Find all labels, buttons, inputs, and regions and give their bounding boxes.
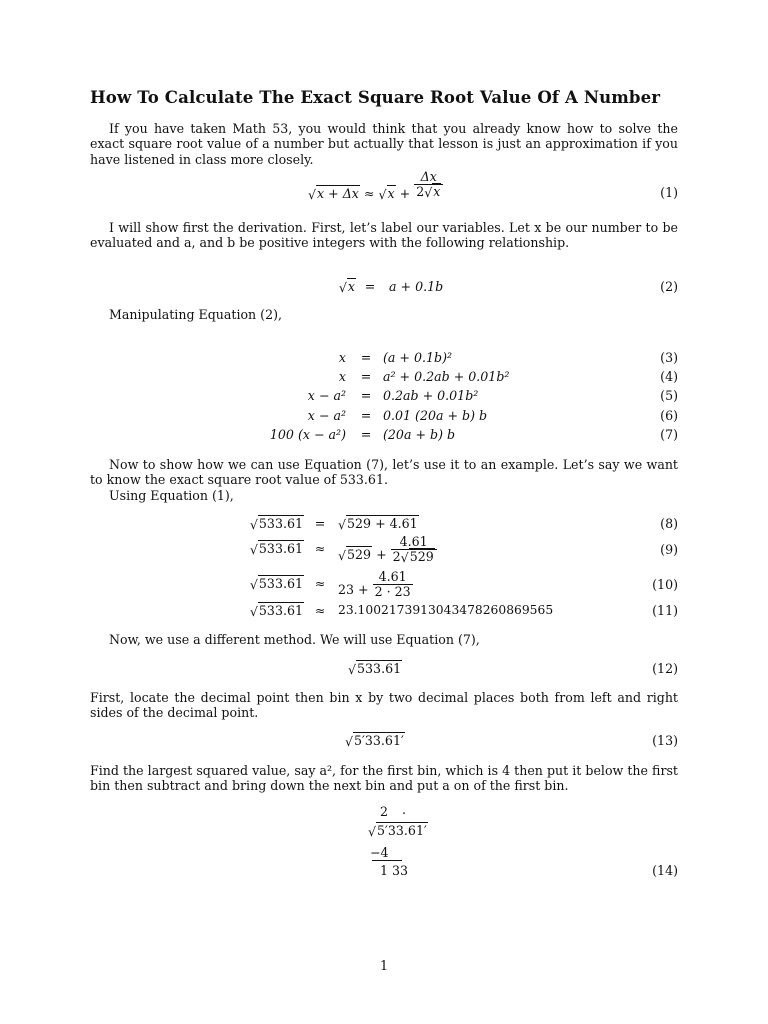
equation-13: √5′33.61′ (13) <box>345 733 678 749</box>
remainder-value: 1 33 <box>380 863 409 878</box>
page-title: How To Calculate The Exact Square Root Value Of A Number <box>90 87 661 107</box>
eq-number: (4) <box>660 369 678 384</box>
equation-12: √533.61 (12) <box>348 661 678 677</box>
equation-9: √533.61 ≈ √529 + $\frac{4.61}{2√529}$ (9) <box>249 534 678 565</box>
eq-number: (11) <box>652 603 678 618</box>
manipulating-text: Manipulating Equation (2), <box>109 307 283 322</box>
intro-paragraph: If you have taken Math 53, you would think that you already know how to solve the exact square root value of a number but actually that lesson is just an approximation if you have listened in class more closely. <box>90 121 678 167</box>
equation-7: 100 (x − a²) = (20a + b) b (7) <box>269 427 678 442</box>
equation-5: x − a² = 0.2ab + 0.01b² (5) <box>307 388 678 403</box>
largest-squared-paragraph: Find the largest squared value, say a², for the first bin, which is 4 then put it below the first bin then subtract and bring down the next bin and put a on of the first bin. <box>90 763 678 794</box>
eq-number: (12) <box>652 661 678 676</box>
locate-decimal-paragraph: First, locate the decimal point then bin x by two decimal places both from left and right sides of the decimal point. <box>90 690 678 721</box>
eq-number: (13) <box>652 733 678 748</box>
eq-number: (10) <box>652 577 678 592</box>
equation-4: x = a² + 0.2ab + 0.01b² (4) <box>338 369 678 384</box>
equation-2: √x = a + 0.1b (2) <box>338 279 678 295</box>
using-eq1-text: Using Equation (1), <box>109 488 234 503</box>
eq-number: (9) <box>660 542 678 557</box>
equation-8: √533.61 = √529 + 4.61 (8) <box>249 516 678 532</box>
equation-6: x − a² = 0.01 (20a + b) b (6) <box>307 408 678 423</box>
subtraction-line <box>372 860 402 861</box>
eq-number: (2) <box>660 279 678 294</box>
eq-number: (14) <box>652 863 678 878</box>
eq-number: (5) <box>660 388 678 403</box>
quotient-decimal-point: . <box>402 802 407 817</box>
different-method-text: Now, we use a different method. We will use Equation (7), <box>109 632 480 647</box>
equation-14: 2 . √5′33.61′ −4 1 33 (14) <box>368 802 678 878</box>
page-number: 1 <box>379 958 388 973</box>
quotient-digit: 2 <box>380 804 389 819</box>
equation-3: x = (a + 0.1b)² (3) <box>338 350 678 365</box>
example-paragraph: Now to show how we can use Equation (7), let’s use it to an example. Let’s say we want to know the exact square root value of 533.61. <box>90 457 678 488</box>
equation-1: √x + Δx ≈ √x + $\frac{\Delta x}{2√x}$ (1) <box>308 169 678 202</box>
equation-11: √533.61 ≈ 23.100217391304347826086956​5 (11) <box>249 603 678 619</box>
equation-10: √533.61 ≈ 23 + $\frac{4.61}{2 \cdot 23}$ (10) <box>249 569 678 599</box>
eq-number: (3) <box>660 350 678 365</box>
eq-number: (7) <box>660 427 678 442</box>
derivation-paragraph: I will show first the derivation. First, let’s label our variables. Let x be our number to be evaluated and a, and b be positive integers with the following relationship. <box>90 220 678 251</box>
subtract-value: −4 <box>370 845 389 860</box>
eq-number: (8) <box>660 516 678 531</box>
eq-number: (6) <box>660 408 678 423</box>
eq-number: (1) <box>660 185 678 200</box>
